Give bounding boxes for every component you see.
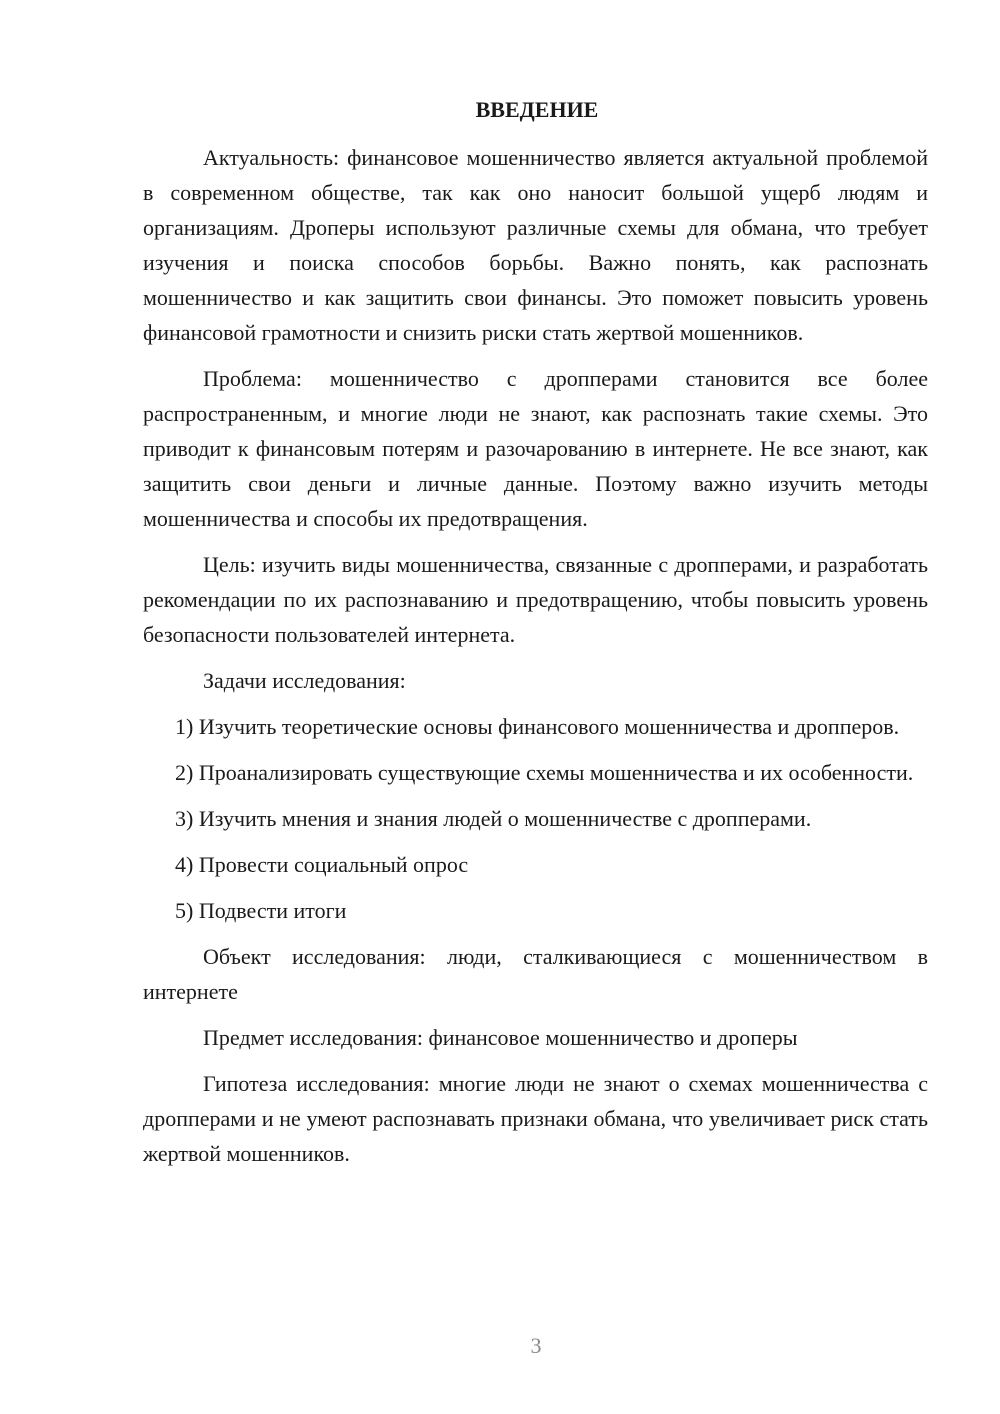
paragraph-goal: Цель: изучить виды мошенничества, связанные с дропперами, и разработать рекомендации по их распознаванию и предотвращению, чтобы повысить уровень безопасности пользователей интернета. bbox=[143, 552, 928, 647]
paragraph-relevance: Актуальность: финансовое мошенничество является актуальной проблемой в современном обществе, так как оно наносит большой ущерб людям и организациям. Дроперы используют различные схемы для обмана, что требует изучения и поиска способов борьбы. Важно понять, как распознать мошенничество и как защитить свои финансы. Это поможет повысить уровень финансовой грамотности и снизить риски стать жертвой мошенников. bbox=[143, 145, 928, 345]
tasks-title: Задачи исследования: bbox=[203, 668, 406, 693]
task-item-5: 5) Подвести итоги bbox=[175, 898, 347, 923]
paragraph-hypothesis: Гипотеза исследования: многие люди не знают о схемах мошенничества с дропперами и не умеют распознавать признаки обмана, что увеличивает риск стать жертвой мошенников. bbox=[143, 1071, 928, 1166]
paragraph-subject: Предмет исследования: финансовое мошенничество и дроперы bbox=[203, 1025, 798, 1050]
task-item-1: 1) Изучить теоретические основы финансового мошенничества и дропперов. bbox=[175, 714, 900, 739]
section-heading: ВВЕДЕНИЕ bbox=[475, 97, 599, 122]
task-item-2: 2) Проанализировать существующие схемы мошенничества и их особенности. bbox=[175, 760, 914, 785]
page-content bbox=[143, 92, 928, 1171]
paragraph-object: Объект исследования: люди, сталкивающиеся с мошенничеством в интернете bbox=[143, 944, 928, 1004]
paragraph-problem: Проблема: мошенничество с дропперами становится все более распространенным, и многие люди не знают, как распознать такие схемы. Это приводит к финансовым потерям и разочарованию в интернете. Не все знают, как защитить свои деньги и личные данные. Поэтому важно изучить методы мошенничества и способы их предотвращения. bbox=[143, 366, 928, 531]
task-item-3: 3) Изучить мнения и знания людей о мошенничестве с дропперами. bbox=[175, 806, 812, 831]
task-item-4: 4) Провести социальный опрос bbox=[175, 852, 469, 877]
page-number: 3 bbox=[530, 1333, 542, 1358]
